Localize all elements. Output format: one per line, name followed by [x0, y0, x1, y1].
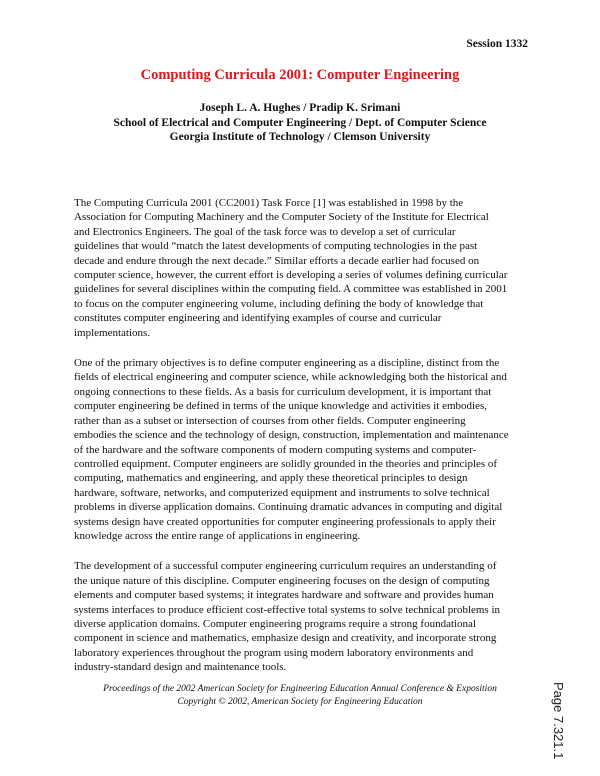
- page-number: Page 7.321.1: [551, 682, 566, 760]
- paper-title: Computing Curricula 2001: Computer Engineering: [140, 67, 460, 83]
- page-footer: [0, 683, 600, 709]
- paragraph-1: The Computing Curricula 2001 (CC2001) Task Force [1] was established in 1998 by the Association for Computing Machinery and the Computer Society of the Institute for Electrical and Electronics Engineers. The goal of the task force was to develop a set of curricular guidelines that would “match the latest developments of computing technologies in the past decade and endure through the next decade.” Similar efforts a decade earlier had focused on computer science, however, the current effort is developing a series of volumes defining curricular guidelines for several disciplines within the computing field. A committee was established in 2001 to focus on the computer engineering volume, including defining the body of knowledge that constitutes computer engineering and identifying examples of course and curricular implementations.: [74, 197, 508, 339]
- session-label: Session 1332: [466, 38, 528, 50]
- proceedings-line: Proceedings of the 2002 American Society for Engineering Education Annual Conference & Exposition: [103, 684, 497, 694]
- paragraph-3: The development of a successful computer engineering curriculum requires an understanding of the unique nature of this discipline. Computer engineering focuses on the design of computing elements and computer based systems; it integrates hardware and software and provides human systems interfaces to produce efficient cost-effective total systems to solve technical problems in diverse application domains. Computer engineering programs require a strong foundational component in science and mathematics, emphasize design and creativity, and incorporate strong laboratory experiences throughout the program using modern laboratory environments and industry-standard design and maintenance tools.: [74, 560, 501, 674]
- author-names: Joseph L. A. Hughes / Pradip K. Srimani: [199, 102, 401, 114]
- author-institutions: Georgia Institute of Technology / Clemson University: [169, 131, 431, 143]
- paragraph-2: One of the primary objectives is to define computer engineering as a discipline, distinct from the fields of electrical engineering and computer science, while acknowledging both the historical and ongoing connections to these fields. As a basis for curriculum development, it is important that computer engineering be defined in terms of the unique knowledge and activities it embodies, rather than as a subset or intersection of courses from other fields. Computer engineering embodies the science and the technology of design, construction, implementation and maintenance of the hardware and the software components of modern computing systems and computer- controlled equipment. Computer engineers are solidly grounded in the theories and principles of computing, mathematics and engineering, and apply these theoretical principles to design hardware, software, networks, and computerized equipment and instruments to solve technical problems in diverse application domains. Continuing dramatic advances in computing and digital systems design have created opportunities for computer engineering professionals to apply their knowledge across the entire range of applications in engineering.: [74, 357, 509, 542]
- author-block: [0, 101, 600, 145]
- body-text: [74, 196, 534, 691]
- copyright-line: Copyright © 2002, American Society for Engineering Education: [177, 697, 423, 707]
- author-departments: School of Electrical and Computer Engineering / Dept. of Computer Science: [113, 116, 487, 129]
